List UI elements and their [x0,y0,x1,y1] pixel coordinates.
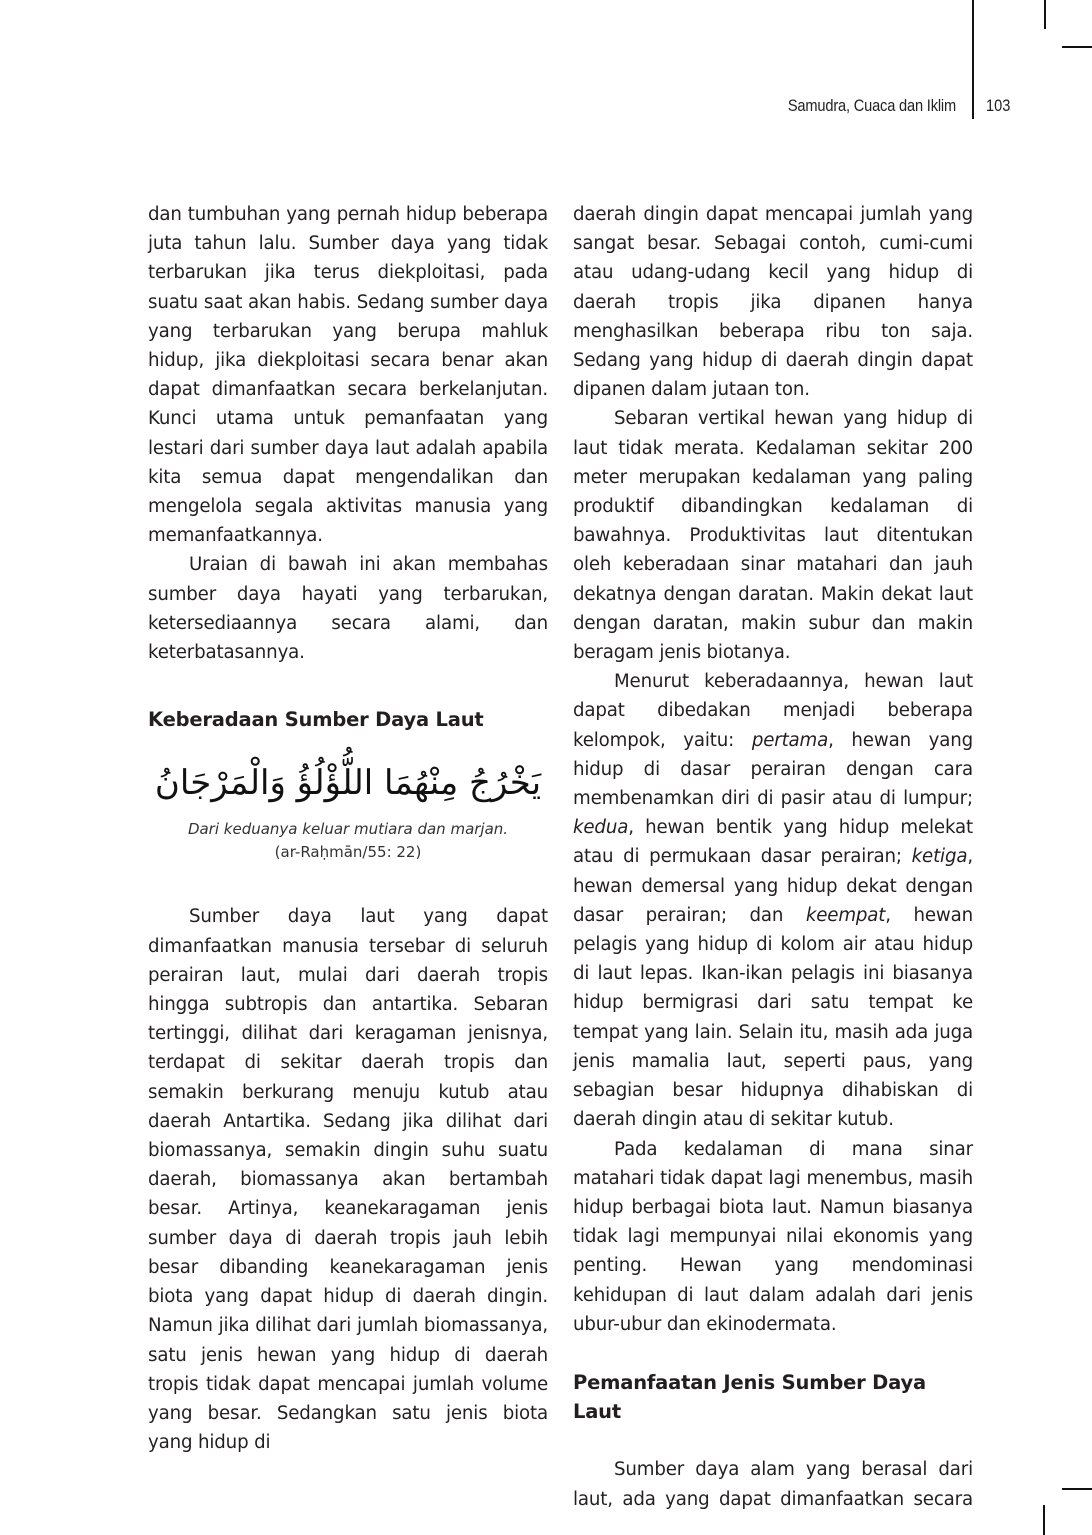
emphasis: kedua [573,817,629,839]
text-run: , hewan demersal yang hidup dekat dengan dasar perairan; dan [573,846,973,926]
text-run: Menurut keberadaannya, hewan laut dapat dibedakan menjadi beberapa kelompok, yaitu: [573,671,973,751]
header-rule [972,0,974,119]
text-run: , hewan bentik yang hidup melekat atau di permukaan dasar perairan; [573,817,973,868]
paragraph: Sumber daya laut yang dapat dimanfaatkan manusia tersebar di seluruh perairan laut, mulai dari daerah tropis hingga subtropis dan antartika. Sebaran tertinggi, dilihat dari keragaman jenisnya, terdapat di sekitar daerah tropis dan semakin berkurang menuju kutub atau daerah Antartika. Sedang jika dilihat dari biomassanya, semakin dingin suhu suatu daerah, biomassanya akan bertambah besar. Artinya, keanekaragaman jenis sumber daya di daerah tropis jauh lebih besar dibanding keanekaragaman jenis biota yang dapat hidup di daerah dingin. Namun jika dilihat dari jumlah biomassanya, satu jenis hewan yang hidup di daerah tropis tidak dapat mencapai jumlah volume yang besar. Sedangkan satu jenis biota yang hidup di [148,906,548,1454]
paragraph [573,667,973,1134]
crop-mark-bottom-vertical [1043,1505,1045,1535]
arabic-verse: يَخْرُجُ مِنْهُمَا اللُّؤْلُؤُ وَالْمَرْجَانُ [154,763,542,804]
section-heading: Pemanfaatan Jenis Sumber Daya Laut [573,1370,926,1424]
section-heading: Keberadaan Sumber Daya Laut [148,708,484,732]
text-run: , hewan yang hidup di dasar perairan dengan cara membenamkan diri di pasir atau di lumpur; [573,729,973,810]
paragraph: Sebaran vertikal hewan yang hidup di laut tidak merata. Kedalaman sekitar 200 meter merupakan kedalaman yang paling produktif dibandingkan kedalaman di bawahnya. Produktivitas laut ditentukan oleh keberadaan sinar matahari dan jauh dekatnya dengan daratan. Makin dekat laut dengan daratan, makin subur dan makin beragam jenis biotanya. [573,408,973,664]
crop-mark-top-vertical [1044,0,1046,29]
paragraph: daerah dingin dapat mencapai jumlah yang sangat besar. Sebagai contoh, cumi-cumi atau udang-udang kecil yang hidup di daerah tropis jika dipanen hanya menghasilkan beberapa ribu ton saja. Sedang yang hidup di daerah dingin dapat dipanen dalam jutaan ton. [573,204,973,401]
left-column [148,200,548,1457]
running-title: Samudra, Cuaca dan Iklim [787,96,956,115]
emphasis: ketiga [911,846,968,868]
paragraph: Pada kedalaman di mana sinar matahari tidak dapat lagi menembus, masih hidup berbagai biota laut. Namun biasanya tidak lagi mempunyai nilai ekonomis yang penting. Hewan yang mendominasi kehidupan di laut dalam adalah dari jenis ubur-ubur dan ekinodermata. [573,1138,973,1335]
crop-mark-top-horizontal [1062,46,1092,48]
text-run: , hewan pelagis yang hidup di kolom air atau hidup di laut lepas. Ikan-ikan pelagis ini biasanya hidup bermigrasi dari satu tempat ke tempat yang lain. Selain itu, masih ada juga jenis mamalia laut, seperti paus, yang sebagian besar hidupnya dihabiskan di daerah dingin atau di sekitar kutub. [573,904,973,1131]
verse-translation [148,818,548,841]
emphasis: keempat [805,904,886,926]
paragraph: dan tumbuhan yang pernah hidup beberapa juta tahun lalu. Sumber daya yang tidak terbarukan jika terus diekploitasi, pada suatu saat akan habis. Sedang sumber daya yang terbarukan yang berupa mahluk hidup, jika diekploitasi secara benar akan dapat dimanfaatkan secara berkelanjutan. Kunci utama untuk pemanfaatan yang lestari dari sumber daya laut adalah apabila kita semua dapat mengendalikan dan mengelola segala aktivitas manusia yang memanfaatkannya. [148,204,548,547]
paragraph: Sumber daya alam yang berasal dari laut, ada yang dapat dimanfaatkan secara [573,1459,973,1510]
page-number: 103 [986,96,1011,115]
verse-reference: (ar-Raḥmān/55: 22) [274,843,422,862]
quran-verse-block [148,754,548,864]
crop-mark-bottom-horizontal [1062,1488,1092,1490]
paragraph: Uraian di bawah ini akan membahas sumber daya hayati yang terbarukan, ketersediaannya secara alami, dan keterbatasannya. [148,554,548,664]
verse-translation-text: Dari keduanya keluar mutiara dan marjan. [187,820,509,839]
right-column [573,200,973,1514]
emphasis: pertama [751,729,829,751]
